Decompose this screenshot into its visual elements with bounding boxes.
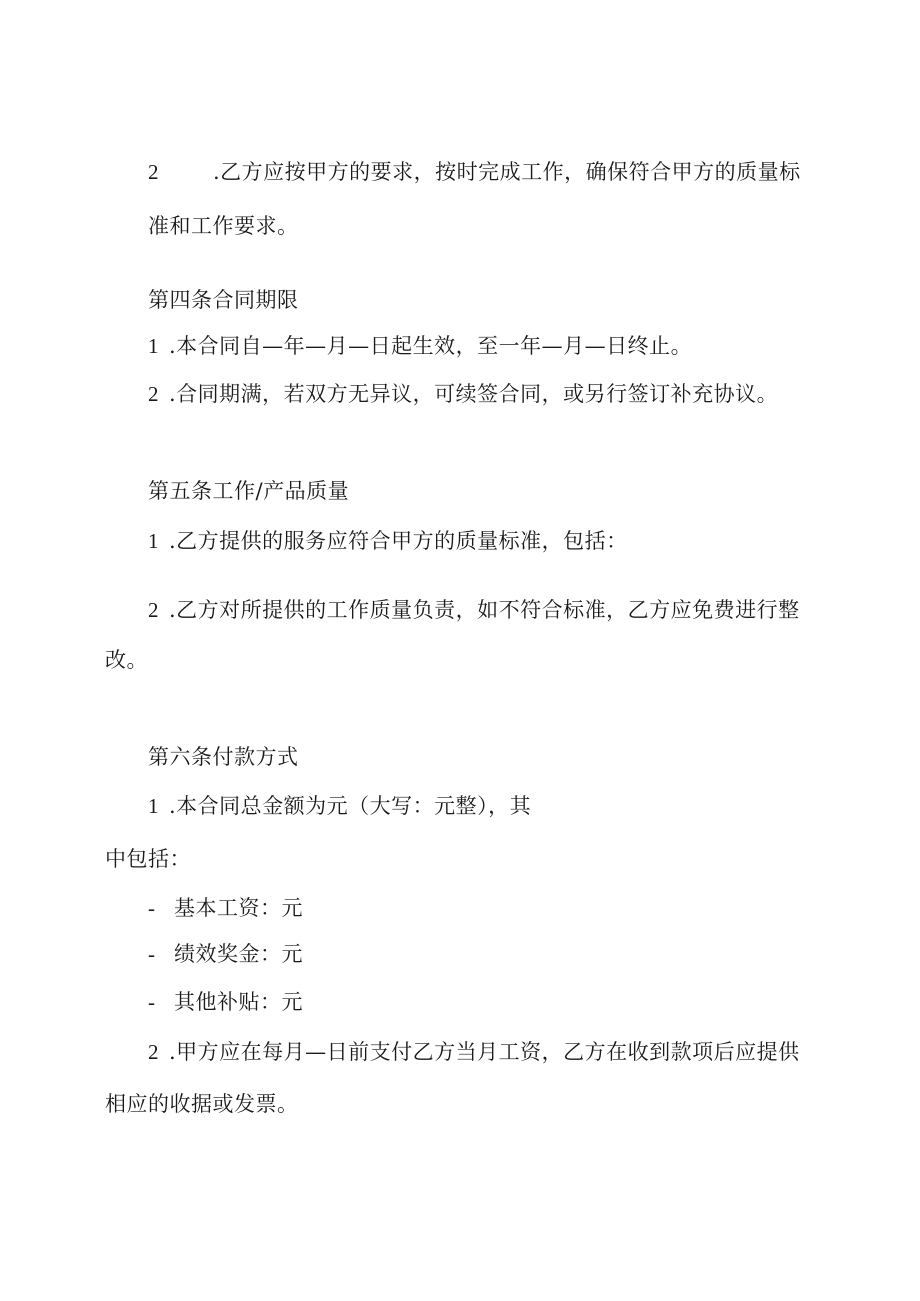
bullet-text: 基本工资：元 bbox=[174, 896, 303, 920]
bullet-item bbox=[148, 894, 303, 922]
clause5-item1 bbox=[148, 527, 628, 555]
item-text: .乙方提供的服务应符合甲方的质量标准，包括： bbox=[169, 529, 628, 553]
item-number: 1 bbox=[148, 334, 159, 358]
item-text: .合同期满，若双方无异议，可续签合同，或另行签订补充协议。 bbox=[169, 382, 779, 406]
item-text: .乙方对所提供的工作质量负责，如不符合标准，乙方应免费进行整 bbox=[169, 598, 800, 622]
clause6-item2-line1 bbox=[148, 1038, 800, 1066]
clause5-item2-line2 bbox=[105, 646, 148, 674]
bullet-text: 绩效奖金：元 bbox=[174, 942, 303, 966]
bullet-item bbox=[148, 940, 303, 968]
item-text-continued: 准和工作要求。 bbox=[148, 214, 299, 238]
item-number: 1 bbox=[148, 794, 159, 818]
item-number: 2 bbox=[148, 382, 159, 406]
item-text-continued: 相应的收据或发票。 bbox=[105, 1092, 299, 1116]
item-number: 2 bbox=[148, 1040, 159, 1064]
clause6-heading: 第六条付款方式 bbox=[148, 745, 299, 769]
item-text: .本合同总金额为元（大写：元整），其 bbox=[169, 794, 532, 818]
clause6-item2-line2 bbox=[105, 1090, 299, 1118]
clause4-heading: 第四条合同期限 bbox=[148, 288, 299, 312]
item-text: .本合同自—年—月—日起生效，至一年—月—日终止。 bbox=[169, 334, 693, 358]
bullet-text: 其他补贴：元 bbox=[174, 990, 303, 1014]
clause4-item2 bbox=[148, 380, 778, 408]
dash-bullet: - bbox=[148, 896, 156, 920]
clause6-item1-line1 bbox=[148, 792, 531, 820]
item-text-continued: 中包括： bbox=[105, 847, 191, 871]
item-number: 1 bbox=[148, 529, 159, 553]
clause3-item2-line1 bbox=[148, 158, 801, 186]
item-text: .甲方应在每月—日前支付乙方当月工资，乙方在收到款项后应提供 bbox=[169, 1040, 800, 1064]
item-text: .乙方应按甲方的要求，按时完成工作，确保符合甲方的质量标 bbox=[213, 160, 801, 184]
item-text-continued: 改。 bbox=[105, 648, 148, 672]
clause5-item2-line1 bbox=[148, 596, 800, 624]
clause3-item2-line2 bbox=[148, 212, 299, 240]
clause4-item1 bbox=[148, 332, 692, 360]
dash-bullet: - bbox=[148, 990, 156, 1014]
clause5-heading: 第五条工作/产品质量 bbox=[148, 479, 350, 503]
bullet-item bbox=[148, 988, 303, 1016]
item-number: 2 bbox=[148, 160, 159, 184]
item-number: 2 bbox=[148, 598, 159, 622]
clause6-item1-line2 bbox=[105, 845, 191, 873]
dash-bullet: - bbox=[148, 942, 156, 966]
